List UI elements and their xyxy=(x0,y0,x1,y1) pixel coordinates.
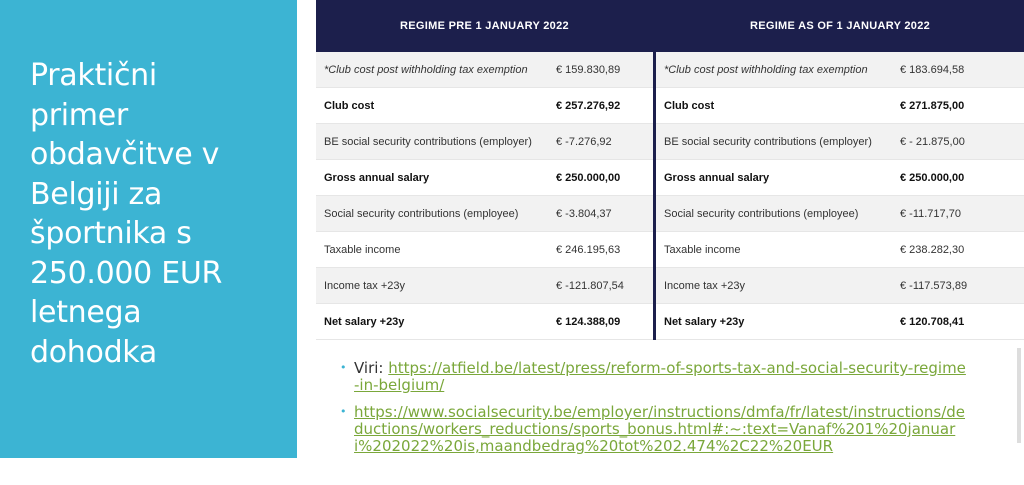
table-row xyxy=(656,196,1024,232)
table-row xyxy=(316,232,653,268)
row-value: € 159.830,89 xyxy=(556,63,621,76)
row-value: € 250.000,00 xyxy=(900,171,965,184)
row-label: Taxable income xyxy=(324,243,401,256)
table-row xyxy=(656,52,1024,88)
row-value: € -117.573,89 xyxy=(900,279,968,292)
title-panel xyxy=(0,0,297,458)
table-row xyxy=(656,304,1024,340)
row-value: € 238.282,30 xyxy=(900,243,965,256)
row-label: Net salary +23y xyxy=(664,315,745,328)
row-value: € 183.694,58 xyxy=(900,63,965,76)
row-value: € 124.388,09 xyxy=(556,315,621,328)
row-value: € 246.195,63 xyxy=(556,243,621,256)
scrollbar[interactable] xyxy=(1017,348,1021,443)
row-value: € -7.276,92 xyxy=(556,135,612,148)
row-value: € -3.804,37 xyxy=(556,207,612,220)
table-row xyxy=(656,232,1024,268)
table-row xyxy=(656,160,1024,196)
row-label: Taxable income xyxy=(664,243,741,256)
row-label: Club cost xyxy=(664,99,715,112)
table-row xyxy=(316,268,653,304)
row-label: *Club cost post withholding tax exemption xyxy=(324,63,528,76)
comparison-table xyxy=(316,0,1024,340)
sources-prefix: Viri: xyxy=(354,359,389,377)
row-label: Income tax +23y xyxy=(324,279,406,292)
row-label: Social security contributions (employee) xyxy=(664,207,859,220)
bullet-icon: • xyxy=(340,405,347,418)
row-value: € 120.708,41 xyxy=(900,315,965,328)
row-value: € - 21.875,00 xyxy=(900,135,965,148)
table-header-as-of: REGIME AS OF 1 JANUARY 2022 xyxy=(656,0,1024,52)
row-label: Gross annual salary xyxy=(324,171,430,184)
row-label: Net salary +23y xyxy=(324,315,405,328)
row-label: Club cost xyxy=(324,99,375,112)
table-row xyxy=(316,160,653,196)
table-row xyxy=(656,268,1024,304)
table-row xyxy=(656,124,1024,160)
table-row xyxy=(316,124,653,160)
sources-list xyxy=(340,360,970,465)
table-pre-2022 xyxy=(316,0,653,340)
table-row xyxy=(316,52,653,88)
bullet-icon: • xyxy=(340,361,347,374)
row-value: € 257.276,92 xyxy=(556,99,621,112)
slide-title: Praktični primer obdavčitve v Belgiji za športnika s 250.000 EUR letnega dohodka xyxy=(30,58,223,370)
rows-pre xyxy=(316,52,653,340)
row-value: € -121.807,54 xyxy=(556,279,624,292)
row-label: Social security contributions (employee) xyxy=(324,207,519,220)
row-label: Income tax +23y xyxy=(664,279,746,292)
source-link-socialsecurity[interactable]: https://www.socialsecurity.be/employer/instructions/dmfa/fr/latest/instructions/deductions/workers_reductions/sports_bonus.html#:~:text=Vanaf%201%20januari%202022%20is,maandbedrag%20tot%202.474%2C22%20EUR xyxy=(354,403,966,455)
table-row xyxy=(316,304,653,340)
rows-as-of xyxy=(656,52,1024,340)
table-row xyxy=(316,88,653,124)
table-row xyxy=(656,88,1024,124)
table-as-of-2022 xyxy=(656,0,1024,340)
source-link-atfield[interactable]: https://atfield.be/latest/press/reform-of-sports-tax-and-social-security-regime-in-belgium/ xyxy=(354,359,966,394)
source-item xyxy=(340,360,970,394)
row-value: € -11.717,70 xyxy=(900,207,961,220)
row-value: € 250.000,00 xyxy=(556,171,621,184)
row-label: BE social security contributions (employer) xyxy=(664,135,872,148)
row-label: Gross annual salary xyxy=(664,171,770,184)
table-header-pre: REGIME PRE 1 JANUARY 2022 xyxy=(316,0,653,52)
row-label: *Club cost post withholding tax exemption xyxy=(664,63,868,76)
row-value: € 271.875,00 xyxy=(900,99,965,112)
source-item xyxy=(340,404,970,455)
row-label: BE social security contributions (employer) xyxy=(324,135,532,148)
table-row xyxy=(316,196,653,232)
